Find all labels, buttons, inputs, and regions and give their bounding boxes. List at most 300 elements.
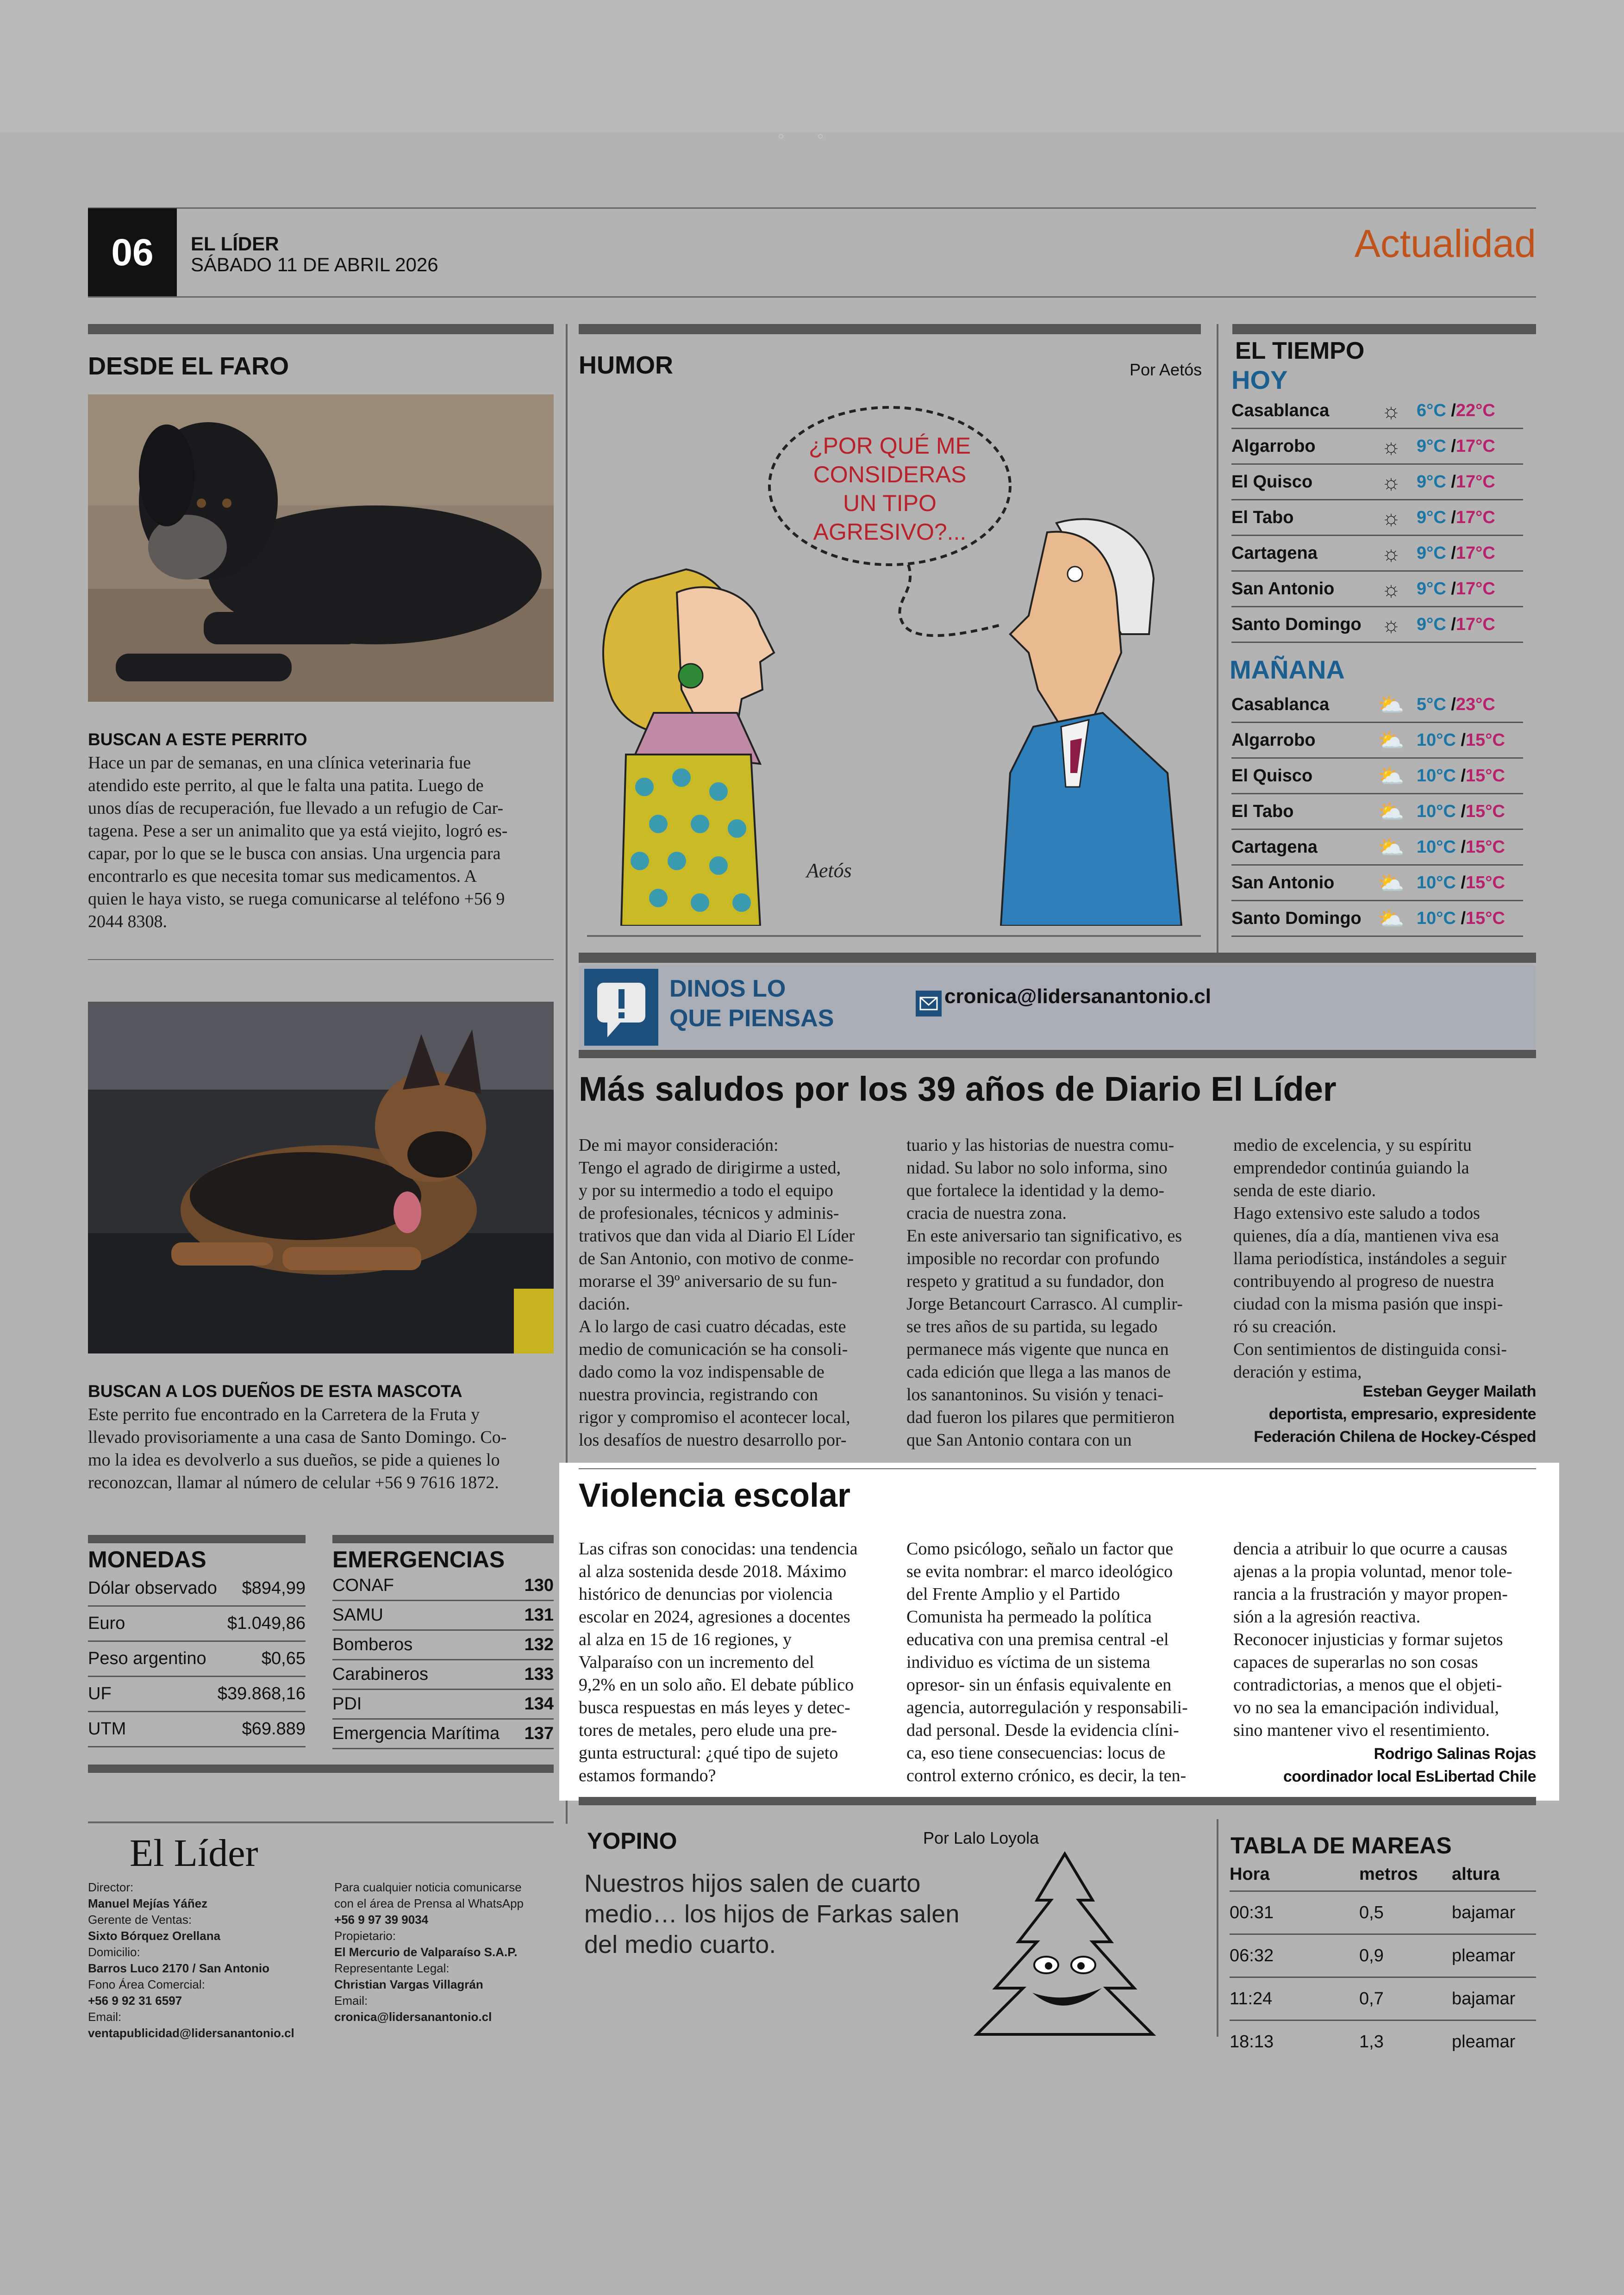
masthead-label: Para cualquier noticia comunicarse	[334, 1880, 522, 1894]
masthead-label: Propietario:	[334, 1929, 396, 1943]
text-line: contradictorias, a menos que el objeti-	[1233, 1675, 1502, 1695]
column-header: Hora	[1230, 1865, 1270, 1884]
text-line: se evita nombrar: el marco ideológico	[906, 1562, 1173, 1581]
weather-today-table	[1231, 393, 1523, 643]
text-line: los sanantoninos. Su visión y tenaci-	[906, 1385, 1164, 1404]
masthead-value: ventapublicidad@lidersanantonio.cl	[88, 2026, 294, 2040]
currency-value: $0,65	[261, 1649, 306, 1668]
sun-icon: ☼	[1381, 505, 1401, 530]
temp-max: 15°C	[1466, 766, 1505, 786]
masthead-value: +56 9 92 31 6597	[88, 1994, 182, 2008]
masthead-value: El Mercurio de Valparaíso S.A.P.	[334, 1945, 518, 1959]
temp-min: 5°C	[1417, 694, 1446, 714]
text-line: educativa con una premisa central -el	[906, 1630, 1169, 1649]
sun-icon: ☼	[1381, 612, 1401, 636]
temp-min: 10°C	[1417, 908, 1456, 928]
table-row	[88, 1677, 306, 1712]
text-line: Reconocer injusticias y formar sujetos	[1233, 1630, 1503, 1649]
section-rule	[88, 1535, 306, 1543]
text-line: opresor- sin un énfasis equivalente en	[906, 1675, 1172, 1695]
table-row	[1230, 1935, 1536, 1978]
text-line: reconozcan, llamar al número de celular +56 9 7616 1872.	[88, 1473, 499, 1492]
weather-row: San Antonio ⛅ 10°C /15°C	[1231, 866, 1523, 901]
table-row	[88, 1712, 306, 1747]
tide-meters: 0,5	[1359, 1902, 1384, 1922]
city-name: El Quisco	[1231, 472, 1313, 492]
weather-row: El Quisco ⛅ 10°C /15°C	[1231, 759, 1523, 794]
weather-row: Casablanca ☼ 6°C /22°C	[1231, 393, 1523, 429]
humor-author: Por Aetós	[1130, 360, 1202, 379]
masthead-label: Director:	[88, 1880, 134, 1894]
header-top-rule	[88, 207, 1536, 209]
emergency-number: 131	[524, 1605, 554, 1625]
partly-cloudy-icon: ⛅	[1378, 835, 1405, 859]
letter1-column	[1233, 1134, 1539, 1384]
tide-meters: 1,3	[1359, 2032, 1384, 2052]
letter2-column	[1233, 1538, 1539, 1742]
text-line: al alza sostenida desde 2018. Máximo	[579, 1562, 847, 1581]
table-row	[332, 1690, 554, 1720]
currency-name: UF	[88, 1684, 112, 1703]
city-name: Cartagena	[1231, 837, 1318, 857]
weather-row: Cartagena ⛅ 10°C /15°C	[1231, 830, 1523, 866]
temp-max: 17°C	[1455, 507, 1495, 527]
letter1-title: Más saludos por los 39 años de Diario El Líder	[579, 1070, 1337, 1108]
text-line: Nuestros hijos salen de cuarto	[584, 1870, 921, 1897]
sun-icon: ☼	[1381, 541, 1401, 565]
text-line: ca, eso tiene consecuencias: locus de	[906, 1743, 1166, 1763]
text-line: dado como la voz indispensable de	[579, 1362, 824, 1382]
masthead-value: Manuel Mejías Yáñez	[88, 1896, 208, 1910]
desde-el-faro-title: DESDE EL FARO	[88, 352, 289, 380]
text-line: rigor y compromiso el acontecer local,	[579, 1408, 850, 1427]
text-line: que San Antonio contara con un	[906, 1430, 1132, 1450]
text-line: dación.	[579, 1294, 630, 1314]
item1-body	[88, 752, 556, 933]
signature-line: coordinador local EsLibertad Chile	[1283, 1768, 1536, 1785]
section-rule	[579, 1797, 1536, 1805]
dinos-line: QUE PIENSAS	[669, 1005, 834, 1032]
publication-name: EL LÍDER	[191, 233, 279, 255]
emergency-number: 130	[524, 1576, 554, 1595]
masthead-label: Email:	[334, 1994, 368, 2008]
weather-row: El Quisco ☼ 9°C /17°C	[1231, 465, 1523, 500]
text-line: se tres años de su partida, su legado	[906, 1317, 1158, 1336]
text-line: y por su intermedio a todo el equipo	[579, 1181, 833, 1200]
column-header: altura	[1452, 1865, 1500, 1884]
weather-row: El Tabo ⛅ 10°C /15°C	[1231, 794, 1523, 830]
letter1-column	[906, 1134, 1212, 1452]
text-line: 2044 8308.	[88, 912, 167, 931]
masthead-value: +56 9 97 39 9034	[334, 1913, 429, 1927]
temp-min: 6°C	[1417, 400, 1446, 420]
text-line: nuestra provincia, registrando con	[579, 1385, 818, 1404]
currency-value: $39.868,16	[217, 1684, 306, 1703]
temp-max: 17°C	[1455, 543, 1495, 563]
partly-cloudy-icon: ⛅	[1378, 906, 1405, 930]
masthead-label: con el área de Prensa al WhatsApp	[334, 1896, 524, 1910]
section-rule	[1232, 324, 1536, 334]
text-line: sino mantener vivo el resentimiento.	[1233, 1721, 1490, 1740]
temp-min: 10°C	[1417, 837, 1456, 857]
contact-email[interactable]: cronica@lidersanantonio.cl	[944, 985, 1211, 1008]
temp-max: 15°C	[1466, 908, 1505, 928]
masthead-value: Sixto Bórquez Orellana	[88, 1929, 221, 1943]
temp-max: 17°C	[1455, 579, 1495, 599]
weather-row: Cartagena ☼ 9°C /17°C	[1231, 536, 1523, 572]
section-rule	[579, 1050, 1536, 1058]
text-line: de San Antonio, con motivo de conme-	[579, 1249, 854, 1268]
masthead-right	[334, 1879, 556, 2025]
emergency-number: 133	[524, 1665, 554, 1684]
tide-type: pleamar	[1452, 2032, 1516, 2052]
text-line: dad personal. Desde la evidencia clíni-	[906, 1721, 1179, 1740]
column-divider	[1217, 1819, 1218, 2037]
weather-tomorrow-label: MAÑANA	[1230, 655, 1345, 684]
text-line: dad fueron los pilares que permitieron	[906, 1408, 1175, 1427]
city-name: San Antonio	[1231, 873, 1335, 892]
divider	[88, 959, 554, 960]
temp-max: 15°C	[1466, 873, 1505, 892]
tide-meters: 0,7	[1359, 1989, 1384, 2008]
masthead-label: Domicilio:	[88, 1945, 140, 1959]
sun-icon: ☼	[1381, 399, 1401, 423]
table-row	[332, 1660, 554, 1690]
masthead-label: Fono Área Comercial:	[88, 1977, 205, 1991]
text-line: permanece más vigente que nunca en	[906, 1340, 1169, 1359]
text-line: Como psicólogo, señalo un factor que	[906, 1539, 1174, 1559]
masthead-value: cronica@lidersanantonio.cl	[334, 2010, 492, 2024]
text-line: Hago extensivo este saludo a todos	[1233, 1204, 1480, 1223]
text-line: Las cifras son conocidas: una tendencia	[579, 1539, 858, 1559]
temp-min: 10°C	[1417, 801, 1456, 821]
emergency-name: Bomberos	[332, 1635, 413, 1654]
mareas-header	[1230, 1865, 1536, 1892]
tide-time: 06:32	[1230, 1946, 1274, 1965]
table-row	[1230, 2021, 1536, 2063]
text-line: cracia de nuestra zona.	[906, 1204, 1067, 1223]
text-line: Jorge Betancourt Carrasco. Al cumplir-	[906, 1294, 1183, 1314]
text-line: Valparaíso con un incremento del	[579, 1653, 814, 1672]
temp-min: 9°C	[1417, 436, 1446, 456]
top-toolbar-area	[0, 0, 1624, 132]
text-line: agencia, autorregulación y responsabili-	[906, 1698, 1188, 1717]
bubble-line: AGRESIVO?...	[813, 519, 967, 545]
issue-date: SÁBADO 11 DE ABRIL 2026	[191, 254, 438, 275]
tide-time: 11:24	[1230, 1989, 1273, 2008]
photo-shepherd-dog	[88, 1002, 554, 1353]
dinos-line: DINOS LO	[669, 975, 786, 1002]
signature-line: Esteban Geyger Mailath	[1362, 1383, 1536, 1400]
table-row	[88, 1642, 306, 1677]
divider	[579, 1468, 1536, 1469]
section-rule	[579, 953, 1536, 963]
text-line: capaces de superarlas no son cosas	[1233, 1653, 1478, 1672]
masthead-label: Gerente de Ventas:	[88, 1913, 192, 1927]
table-row	[332, 1631, 554, 1660]
mareas-title: TABLA DE MAREAS	[1230, 1833, 1452, 1858]
text-line: ciudad con la misma pasión que inspi-	[1233, 1294, 1503, 1314]
text-line: al alza en 15 de 16 regiones, y	[579, 1630, 792, 1649]
temp-min: 10°C	[1417, 873, 1456, 892]
letter2-column	[579, 1538, 884, 1787]
letter2-title: Violencia escolar	[579, 1477, 851, 1514]
signature-line: Rodrigo Salinas Rojas	[1374, 1745, 1536, 1763]
weather-row: Santo Domingo ☼ 9°C /17°C	[1231, 607, 1523, 643]
sun-icon: ☼	[1381, 577, 1401, 601]
temp-max: 22°C	[1455, 400, 1495, 420]
tree-character-illustration	[949, 1849, 1181, 2044]
letter2-signature	[1185, 1743, 1536, 1788]
weather-row: Algarrobo ☼ 9°C /17°C	[1231, 429, 1523, 465]
partly-cloudy-icon: ⛅	[1378, 870, 1405, 895]
city-name: San Antonio	[1231, 579, 1335, 599]
city-name: Santo Domingo	[1231, 908, 1362, 928]
yopino-title: YOPINO	[587, 1828, 677, 1854]
text-line: quien le haya visto, se ruega comunicarse al teléfono +56 9	[88, 889, 505, 909]
text-line: imposible no recordar con profundo	[906, 1249, 1160, 1268]
page-number: 06	[88, 208, 177, 297]
dinos-label	[669, 974, 834, 1033]
text-line: capar, por lo que se le busca con ansias. Una urgencia para	[88, 844, 501, 863]
text-line: estamos formando?	[579, 1766, 716, 1785]
table-row	[88, 1607, 306, 1642]
text-line: senda de este diario.	[1233, 1181, 1376, 1200]
weather-row: Santo Domingo ⛅ 10°C /15°C	[1231, 901, 1523, 937]
table-row	[88, 1572, 306, 1607]
text-line: tores de metales, pero elude una pre-	[579, 1721, 837, 1740]
temp-max: 15°C	[1466, 801, 1505, 821]
monedas-title: MONEDAS	[88, 1547, 206, 1572]
text-line: escolar en 2024, agresiones a docentes	[579, 1607, 850, 1627]
temp-max: 17°C	[1455, 436, 1495, 456]
temp-min: 10°C	[1417, 766, 1456, 786]
temp-max: 23°C	[1455, 694, 1495, 714]
cartoonist-signature: Aetós	[806, 859, 852, 882]
city-name: Casablanca	[1231, 694, 1330, 714]
table-row	[332, 1720, 554, 1749]
bubble-line: CONSIDERAS	[813, 461, 967, 487]
temp-min: 9°C	[1417, 472, 1446, 492]
city-name: Algarrobo	[1231, 436, 1316, 456]
text-line: individuo es víctima de un sistema	[906, 1653, 1150, 1672]
text-line: Tengo el agrado de dirigirme a usted,	[579, 1158, 841, 1178]
temp-min: 10°C	[1417, 730, 1456, 750]
text-line: medio de excelencia, y su espíritu	[1233, 1135, 1472, 1155]
temp-min: 9°C	[1417, 614, 1446, 634]
humor-title: HUMOR	[579, 351, 673, 379]
text-line: llevado provisoriamente a una casa de Santo Domingo. Co-	[88, 1428, 507, 1447]
text-line: deración y estima,	[1233, 1362, 1362, 1382]
currency-value: $1.049,86	[227, 1614, 306, 1633]
city-name: El Tabo	[1231, 507, 1294, 527]
text-line: ró su creación.	[1233, 1317, 1337, 1336]
text-line: 9,2% en un solo año. El debate público	[579, 1675, 854, 1695]
monedas-table	[88, 1572, 306, 1747]
temp-max: 15°C	[1466, 837, 1505, 857]
text-line: contribuyendo al progreso de nuestra	[1233, 1272, 1494, 1291]
text-line: del medio cuarto.	[584, 1931, 776, 1958]
text-line: morarse el 39º aniversario de su fun-	[579, 1272, 837, 1291]
emergencias-title: EMERGENCIAS	[332, 1547, 505, 1572]
bubble-line: ¿POR QUÉ ME	[808, 433, 971, 459]
text-line: vo no sea la emancipación individual,	[1233, 1698, 1499, 1717]
currency-name: UTM	[88, 1719, 126, 1739]
section-title: Actualidad	[1354, 222, 1536, 265]
text-line: Con sentimientos de distinguida consi-	[1233, 1340, 1507, 1359]
text-line: dencia a atribuir lo que ocurre a causas	[1233, 1539, 1507, 1559]
weather-row: San Antonio ☼ 9°C /17°C	[1231, 572, 1523, 607]
weather-tomorrow-table	[1231, 687, 1523, 937]
weather-row: El Tabo ☼ 9°C /17°C	[1231, 500, 1523, 536]
letter2-column	[906, 1538, 1212, 1787]
text-line: Este perrito fue encontrado en la Carretera de la Fruta y	[88, 1405, 480, 1424]
partly-cloudy-icon: ⛅	[1378, 692, 1405, 717]
masthead-value: Barros Luco 2170 / San Antonio	[88, 1961, 270, 1975]
masthead-value: Christian Vargas Villagrán	[334, 1977, 483, 1991]
currency-name: Dólar observado	[88, 1578, 217, 1598]
text-line: control externo crónico, es decir, la ten-	[906, 1766, 1187, 1785]
page-indicator-dots[interactable]: ◦ ◦	[778, 126, 838, 146]
tide-type: pleamar	[1452, 1946, 1516, 1965]
temp-max: 15°C	[1466, 730, 1505, 750]
text-line: ajenas a la propia voluntad, menor tole-	[1233, 1562, 1512, 1581]
tide-type: bajamar	[1452, 1989, 1516, 2008]
text-line: respeto y gratitud a su fundador, don	[906, 1272, 1164, 1291]
text-line: encontrarlo es que necesita tomar sus medicamentos. A	[88, 867, 477, 886]
text-line: del Frente Amplio y el Partido	[906, 1584, 1120, 1604]
text-line: En este aniversario tan significativo, es	[906, 1226, 1182, 1246]
section-rule	[88, 324, 554, 334]
text-line: unos días de recuperación, fue llevado a un refugio de Car-	[88, 798, 504, 818]
text-line: gunta estructural: ¿qué tipo de sujeto	[579, 1743, 838, 1763]
text-line: busca respuestas en más leyes y detec-	[579, 1698, 850, 1717]
city-name: Santo Domingo	[1231, 614, 1362, 634]
tide-time: 00:31	[1230, 1902, 1274, 1922]
emergency-number: 137	[524, 1724, 554, 1743]
tide-type: bajamar	[1452, 1902, 1516, 1922]
section-rule	[88, 1765, 554, 1773]
item2-body	[88, 1403, 556, 1494]
weather-today-label: HOY	[1231, 365, 1288, 394]
emergencias-table	[332, 1572, 554, 1749]
text-line: cada edición que llega a las manos de	[906, 1362, 1171, 1382]
tide-time: 18:13	[1230, 2032, 1274, 2052]
city-name: Cartagena	[1231, 543, 1318, 563]
text-line: trativos que dan vida al Diario El Líder	[579, 1226, 855, 1246]
partly-cloudy-icon: ⛅	[1378, 728, 1405, 752]
weather-row: Algarrobo ⛅ 10°C /15°C	[1231, 723, 1523, 759]
temp-min: 9°C	[1417, 507, 1446, 527]
emergency-name: Emergencia Marítima	[332, 1724, 500, 1743]
table-row	[1230, 1978, 1536, 2021]
header-bottom-rule	[88, 296, 1536, 298]
yopino-text	[584, 1868, 959, 1960]
emergency-number: 134	[524, 1694, 554, 1714]
text-line: quienes, día a día, mantienen viva esa	[1233, 1226, 1499, 1246]
text-line: llama periodística, instándoles a seguir	[1233, 1249, 1506, 1268]
temp-max: 17°C	[1455, 614, 1495, 634]
sun-icon: ☼	[1381, 434, 1401, 458]
section-rule	[332, 1535, 554, 1543]
signature-line: deportista, empresario, expresidente	[1268, 1405, 1536, 1423]
section-rule	[579, 324, 1201, 334]
temp-min: 9°C	[1417, 579, 1446, 599]
text-line: tagena. Pese a ser un animalito que ya está viejito, logró es-	[88, 821, 508, 841]
table-row	[332, 1572, 554, 1601]
tide-meters: 0,9	[1359, 1946, 1384, 1965]
currency-name: Euro	[88, 1614, 125, 1633]
column-header: metros	[1359, 1865, 1418, 1884]
divider	[88, 1821, 554, 1823]
text-line: histórico de denuncias por violencia	[579, 1584, 833, 1604]
text-line: los desafíos de nuestro desarrollo por-	[579, 1430, 847, 1450]
column-divider	[1217, 324, 1218, 954]
city-name: Algarrobo	[1231, 730, 1316, 750]
emergency-name: SAMU	[332, 1605, 383, 1625]
sun-icon: ☼	[1381, 470, 1401, 494]
table-row	[1230, 1892, 1536, 1935]
divider	[587, 935, 1201, 937]
text-line: emprendedor continúa guiando la	[1233, 1158, 1469, 1178]
emergency-name: PDI	[332, 1694, 362, 1714]
weather-title: EL TIEMPO	[1235, 337, 1365, 364]
text-line: De mi mayor consideración:	[579, 1135, 779, 1155]
bubble-line: UN TIPO	[843, 490, 937, 516]
email-icon	[916, 991, 942, 1017]
partly-cloudy-icon: ⛅	[1378, 763, 1405, 788]
temp-min: 9°C	[1417, 543, 1446, 563]
text-line: que fortalece la identidad y la demo-	[906, 1181, 1165, 1200]
emergency-number: 132	[524, 1635, 554, 1654]
currency-value: $69.889	[242, 1719, 306, 1739]
city-name: El Tabo	[1231, 801, 1294, 821]
text-line: de profesionales, técnicos y adminis-	[579, 1204, 839, 1223]
city-name: El Quisco	[1231, 766, 1313, 786]
partly-cloudy-icon: ⛅	[1378, 799, 1405, 823]
masthead-label: Email:	[88, 2010, 122, 2024]
text-line: medio… los hijos de Farkas salen	[584, 1900, 960, 1928]
humor-cartoon	[584, 393, 1205, 926]
comment-icon	[584, 969, 658, 1046]
table-row	[332, 1601, 554, 1631]
letter1-column	[579, 1134, 884, 1452]
emergency-name: CONAF	[332, 1576, 394, 1595]
text-line: mo la idea es devolverlo a sus dueños, se pide a quienes lo	[88, 1450, 500, 1470]
text-line: rancia a la frustración y mayor propen-	[1233, 1584, 1508, 1604]
item2-headline: BUSCAN A LOS DUEÑOS DE ESTA MASCOTA	[88, 1382, 462, 1401]
yopino-author: Por Lalo Loyola	[923, 1828, 1039, 1847]
text-line: medio de comunicación se ha consoli-	[579, 1340, 848, 1359]
text-line: tuario y las historias de nuestra comu-	[906, 1135, 1174, 1155]
mareas-table	[1230, 1892, 1536, 2063]
text-line: atendido este perrito, al que le falta una patita. Luego de	[88, 776, 484, 795]
text-line: Comunista ha permeado la política	[906, 1607, 1152, 1627]
photo-black-dog	[88, 394, 554, 702]
text-line: A lo largo de casi cuatro décadas, este	[579, 1317, 846, 1336]
letter1-signature	[1185, 1380, 1536, 1448]
temp-max: 17°C	[1455, 472, 1495, 492]
city-name: Casablanca	[1231, 400, 1330, 420]
text-line: sión a la agresión reactiva.	[1233, 1607, 1421, 1627]
text-line: Hace un par de semanas, en una clínica veterinaria fue	[88, 753, 471, 773]
weather-row: Casablanca ⛅ 5°C /23°C	[1231, 687, 1523, 723]
emergency-name: Carabineros	[332, 1665, 428, 1684]
currency-value: $894,99	[242, 1578, 306, 1598]
masthead-label: Representante Legal:	[334, 1961, 450, 1975]
masthead-logo: El Líder	[130, 1832, 258, 1875]
item1-headline: BUSCAN A ESTE PERRITO	[88, 730, 307, 749]
